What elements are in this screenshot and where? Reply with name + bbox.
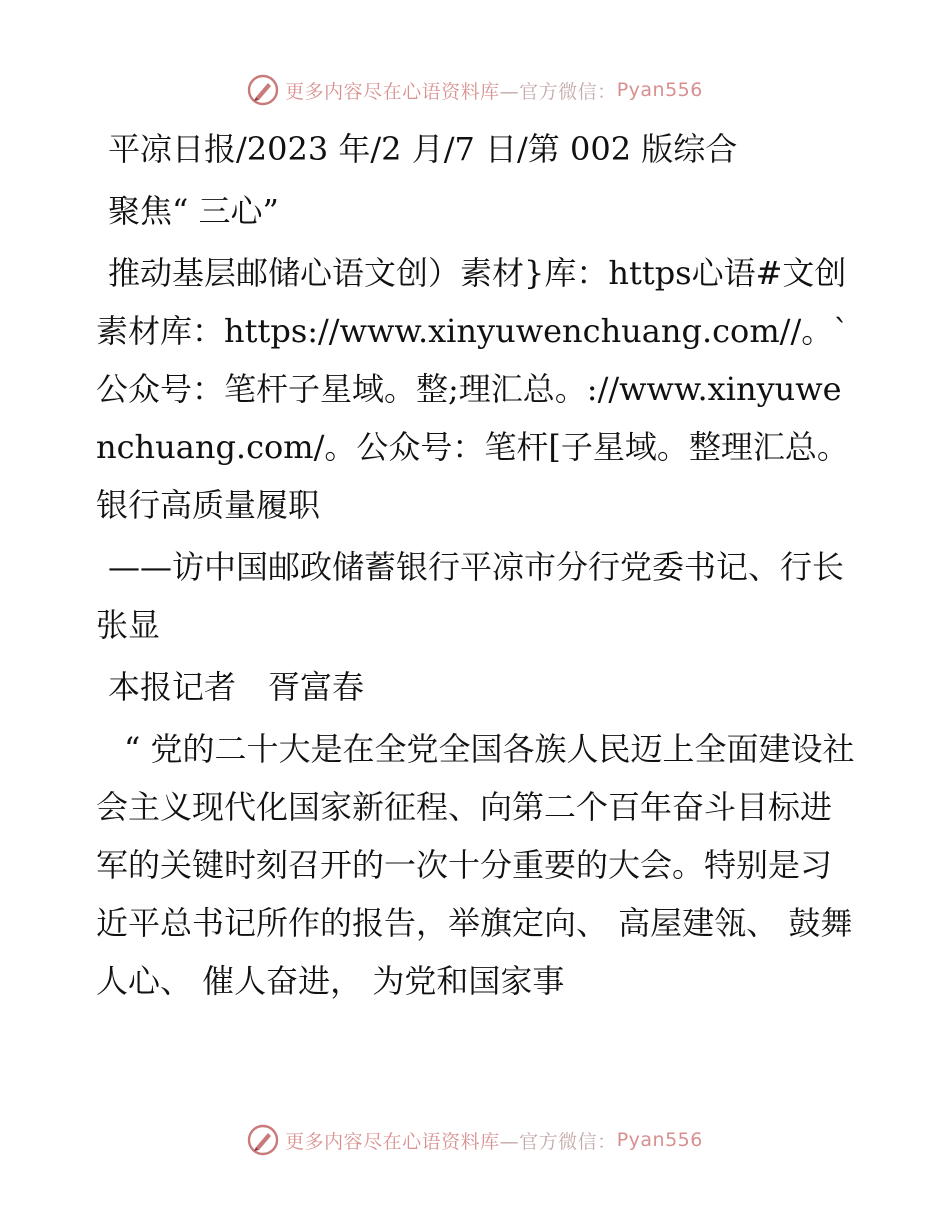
pen-logo-icon <box>247 1124 279 1156</box>
watermark-main-text: 更多内容尽在心语资料库 <box>285 1130 500 1153</box>
byline: 本报记者 胥富春 <box>108 668 365 706</box>
header-watermark <box>0 70 950 110</box>
watermark-wechat-id: Pyan556 <box>616 1129 703 1151</box>
pen-logo-icon <box>247 74 279 106</box>
watermark-sub-text: —官方微信： <box>499 1130 617 1153</box>
subtitle: ——访中国邮政储蓄银行平凉市分行党委书记、行长 张显 <box>96 548 877 644</box>
headline-part-2: 推动基层邮储心语文创）素材}库：https心语#文创素材库：https://www.xinyuwenchuang.com//。`公众号：笔杆子星域。整;理汇总。://www.xinyuwenchuang.com/。公众号：笔杆[子星域。整理汇总。银行高质量履职 <box>96 254 850 524</box>
dateline: 平凉日报/2023 年/2 月/7 日/第 002 版综合 <box>108 130 738 168</box>
watermark-wechat-id: Pyan556 <box>616 79 703 101</box>
article-content <box>96 120 877 1010</box>
watermark-sub-text: —官方微信： <box>499 80 617 103</box>
watermark-main-text: 更多内容尽在心语资料库 <box>285 80 500 103</box>
body-paragraph: “ 党的二十大是在全党全国各族人民迈上全面建设社会主义现代化国家新征程、向第二个百年奋斗目标进军的关键时刻召开的一次十分重要的大会。特别是习近平总书记所作的报告，举旗定向、 高屋建瓴、 鼓舞人心、 催人奋进， 为党和国家事 <box>96 730 855 1000</box>
headline-part-1: 聚焦“ 三心” <box>108 192 279 230</box>
footer-watermark <box>0 1120 950 1160</box>
